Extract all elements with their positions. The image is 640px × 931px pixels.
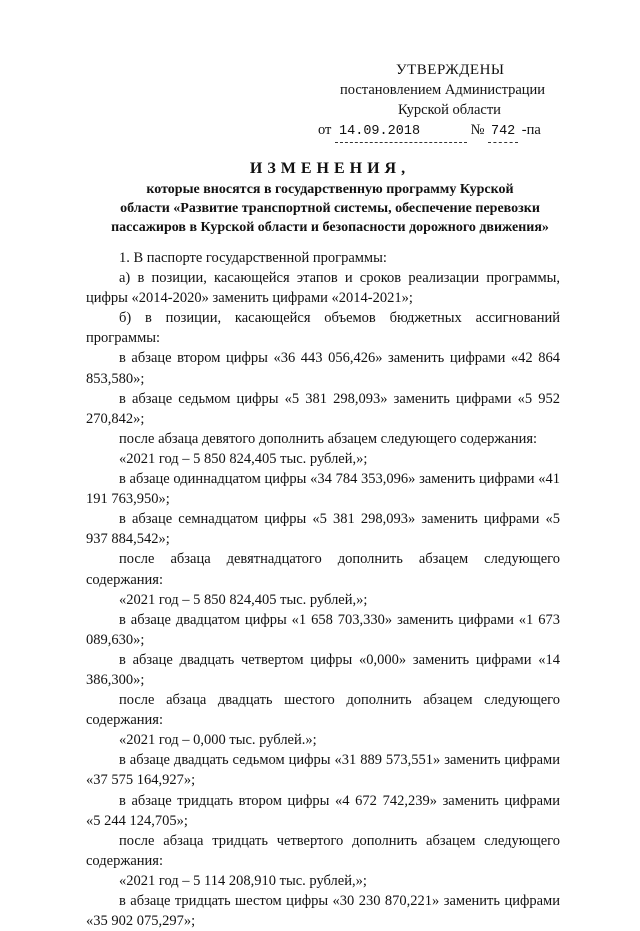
paragraph: после абзаца двадцать шестого дополнить абзацем следующего содержания: xyxy=(86,692,560,729)
paragraph: 1. В паспорте государственной программы: xyxy=(119,250,387,266)
heading-line-1: которые вносятся в государственную программу Курской xyxy=(146,182,514,197)
paragraph: «2021 год – 5 850 824,405 тыс. рублей,»; xyxy=(119,450,368,467)
approved-title: УТВЕРЖДЕНЫ xyxy=(396,62,505,78)
paragraph: после абзаца девятнадцатого дополнить абзацем следующего содержания: xyxy=(86,551,560,588)
paragraph: в абзаце втором цифры «36 443 056,426» заменить цифрами «42 864 853,580»; xyxy=(86,350,560,387)
heading-line-3: пассажиров в Курской области и безопасности дорожного движения» xyxy=(111,220,549,235)
heading-title: ИЗМЕНЕНИЯ, xyxy=(249,160,411,177)
heading-line-2: области «Развитие транспортной системы, обеспечение перевозки xyxy=(120,201,540,216)
decree-number: 742 xyxy=(488,122,518,143)
paragraph: после абзаца девятого дополнить абзацем следующего содержания: xyxy=(119,430,538,447)
approved-by: постановлением Администрации xyxy=(340,82,546,98)
paragraph: в абзаце семнадцатом цифры «5 381 298,093» заменить цифрами «5 937 884,542»; xyxy=(86,511,560,548)
paragraph: в абзаце двадцатом цифры «1 658 703,330» заменить цифрами «1 673 089,630»; xyxy=(86,611,560,648)
decree-line xyxy=(318,120,541,143)
paragraph: в абзаце одиннадцатом цифры «34 784 353,096» заменить цифрами «41 191 763,950»; xyxy=(86,471,560,508)
decree-date: 14.09.2018 xyxy=(335,122,467,143)
paragraph: в абзаце двадцать седьмом цифры «31 889 573,551» заменить цифрами «37 575 164,927»; xyxy=(86,752,560,789)
paragraph: в абзаце двадцать четвертом цифры «0,000» заменить цифрами «14 386,300»; xyxy=(86,651,560,688)
paragraph: в абзаце тридцать шестом цифры «30 230 870,221» заменить цифрами «35 902 075,297»; xyxy=(86,893,560,930)
paragraph: «2021 год – 0,000 тыс. рублей.»; xyxy=(119,732,317,749)
paragraph: «2021 год – 5 114 208,910 тыс. рублей,»; xyxy=(119,872,367,889)
number-prefix: № xyxy=(470,122,485,138)
paragraph: а) в позиции, касающейся этапов и сроков реализации программы, цифры «2014-2020» заменить цифрами «2014-2021»; xyxy=(86,270,560,307)
paragraph: в абзаце тридцать втором цифры «4 672 742,239» заменить цифрами «5 244 124,705»; xyxy=(86,792,560,829)
paragraph: в абзаце седьмом цифры «5 381 298,093» заменить цифрами «5 952 270,842»; xyxy=(86,390,560,427)
number-suffix: -па xyxy=(521,122,541,138)
document-body xyxy=(86,248,560,931)
paragraph: «2021 год – 5 850 824,405 тыс. рублей,»; xyxy=(119,591,368,608)
date-prefix: от xyxy=(318,122,332,138)
paragraph: после абзаца тридцать четвертого дополнить абзацем следующего содержания: xyxy=(86,832,560,869)
paragraph: б) в позиции, касающейся объемов бюджетных ассигнований программы: xyxy=(86,310,560,347)
document-heading xyxy=(60,158,600,237)
approved-region: Курской области xyxy=(398,102,501,118)
